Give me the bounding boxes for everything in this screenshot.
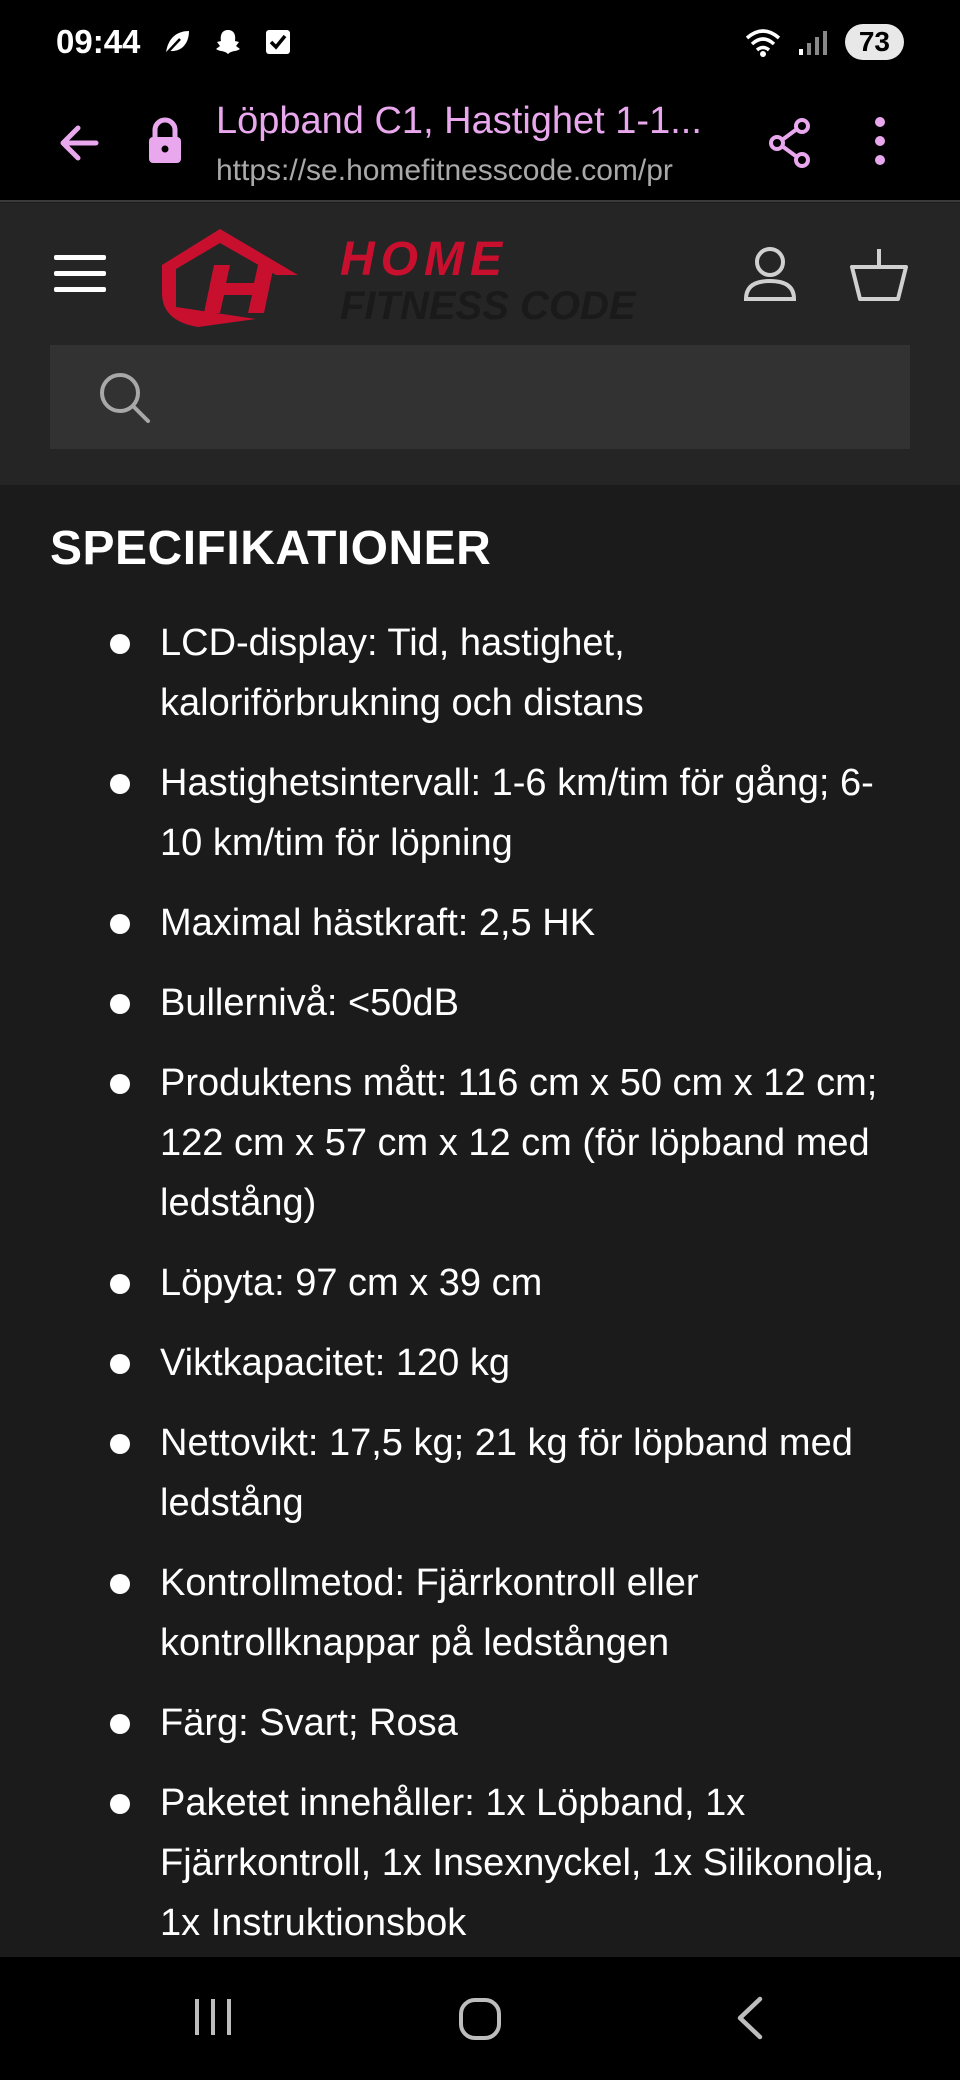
spec-item: [0, 1333, 960, 1393]
hamburger-menu-icon[interactable]: [54, 253, 106, 300]
bullet-icon: [110, 1274, 130, 1294]
spec-item: [0, 1413, 960, 1533]
spec-text: LCD-display: Tid, hastighet, kaloriförbrukning och distans: [160, 622, 644, 724]
spec-item: [0, 753, 960, 873]
specifications-heading: SPECIFIKATIONER: [50, 522, 492, 575]
spec-item: [0, 893, 960, 953]
spec-text: Färg: Svart; Rosa: [160, 1702, 458, 1744]
address-bar-url[interactable]: https://se.homefitnesscode.com/pr: [216, 154, 673, 187]
spec-item: [0, 1553, 960, 1673]
spec-item: [0, 1693, 960, 1753]
bullet-icon: [110, 1354, 130, 1374]
signal-icon: [797, 27, 831, 57]
site-header: [0, 203, 960, 485]
lock-icon[interactable]: [146, 116, 184, 171]
page-title[interactable]: Löpband C1, Hastighet 1-1...: [216, 100, 702, 142]
spec-text: Bullernivå: <50dB: [160, 982, 459, 1024]
wifi-icon: [743, 26, 783, 58]
logo-text-home: HOME: [340, 233, 508, 286]
leaf-icon: [162, 27, 192, 57]
home-icon[interactable]: [458, 1997, 502, 2046]
snapchat-icon: [214, 27, 242, 57]
logo-text-fitness-code: FITNESS CODE: [340, 284, 636, 328]
browser-toolbar: [0, 84, 960, 202]
bullet-icon: [110, 1714, 130, 1734]
back-arrow-icon[interactable]: [56, 120, 102, 171]
spec-text: Maximal hästkraft: 2,5 HK: [160, 902, 596, 944]
more-options-icon[interactable]: [872, 116, 888, 171]
status-time: 09:44: [56, 23, 141, 60]
spec-text: Paketet innehåller: 1x Löpband, 1x Fjärrkontroll, 1x Insexnyckel, 1x Silikonolja, 1x Instruktionsbok: [160, 1782, 885, 1944]
bullet-icon: [110, 1434, 130, 1454]
spec-item: [0, 1053, 960, 1233]
status-bar: [0, 0, 960, 84]
spec-text: Viktkapacitet: 120 kg: [160, 1342, 510, 1384]
bullet-icon: [110, 1794, 130, 1814]
specifications-list: [0, 613, 960, 1957]
system-navigation-bar: [0, 1957, 960, 2080]
search-icon: [98, 371, 152, 430]
spec-item: [0, 973, 960, 1033]
product-specifications: [0, 485, 960, 1957]
spec-item: [0, 613, 960, 733]
cart-icon[interactable]: [848, 247, 910, 308]
spec-text: Hastighetsintervall: 1-6 km/tim för gång; 6-10 km/tim för löpning: [160, 762, 874, 864]
check-box-icon: [264, 28, 292, 56]
share-icon[interactable]: [768, 118, 812, 173]
bullet-icon: [110, 774, 130, 794]
spec-text: Produktens mått: 116 cm x 50 cm x 12 cm; 122 cm x 57 cm x 12 cm (för löpband med ledstång): [160, 1062, 878, 1224]
bullet-icon: [110, 1574, 130, 1594]
spec-text: Kontrollmetod: Fjärrkontroll eller kontrollknappar på ledstången: [160, 1562, 699, 1664]
bullet-icon: [110, 914, 130, 934]
recent-apps-icon[interactable]: [192, 1997, 234, 2042]
account-icon[interactable]: [742, 245, 798, 306]
search-input[interactable]: [50, 345, 910, 449]
bullet-icon: [110, 1074, 130, 1094]
battery-level: 73: [845, 24, 904, 60]
spec-text: Nettovikt: 17,5 kg; 21 kg för löpband med ledstång: [160, 1422, 853, 1524]
bullet-icon: [110, 634, 130, 654]
spec-item: [0, 1773, 960, 1953]
spec-text: Löpyta: 97 cm x 39 cm: [160, 1262, 543, 1304]
home-fitness-code-logo[interactable]: [158, 221, 668, 338]
back-icon[interactable]: [734, 1995, 764, 2046]
bullet-icon: [110, 994, 130, 1014]
spec-item: [0, 1253, 960, 1313]
